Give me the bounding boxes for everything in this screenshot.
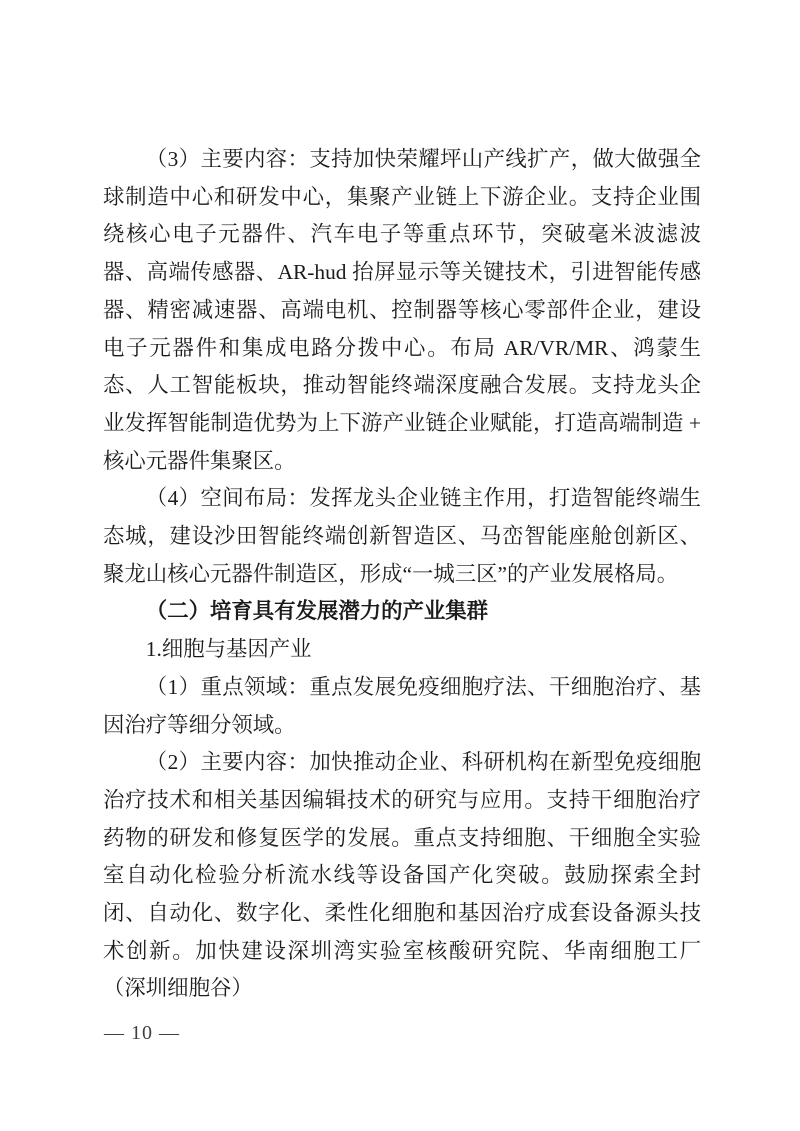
paragraph-4-spatial-layout: （4）空间布局：发挥龙头企业链主作用，打造智能终端生态城，建设沙田智能终端创新智造区、马峦智能座舱创新区、聚龙山核心元器件制造区，形成“一城三区”的产业发展格局。 <box>103 486 701 586</box>
document-body-text <box>103 141 701 1008</box>
paragraph-3-main-content: （3）主要内容：支持加快荣耀坪山产线扩产，做大做强全球制造中心和研发中心，集聚产业链上下游企业。支持企业围绕核心电子元器件、汽车电子等重点环节，突破毫米波滤波器、高端传感器、AR-hud 抬屏显示等关键技术，引进智能传感器、精密减速器、高端电机、控制器等核心零部件企业，建设电子元器件和集成电路分拨中心。布局 AR/VR/MR、鸿蒙生态、人工智能板块，推动智能终端深度融合发展。支持龙头企业发挥智能制造优势为上下游产业链企业赋能，打造高端制造 + 核心元器件集聚区。 <box>103 147 701 473</box>
paragraph-1-key-areas: （1）重点领域：重点发展免疫细胞疗法、干细胞治疗、基因治疗等细分领域。 <box>103 674 701 737</box>
paragraph-2-main-content: （2）主要内容：加快推动企业、科研机构在新型免疫细胞治疗技术和相关基因编辑技术的研究与应用。支持干细胞治疗药物的研发和修复医学的发展。重点支持细胞、干细胞全实验室自动化检验分析流水线等设备国产化突破。鼓励探索全封闭、自动化、数字化、柔性化细胞和基因治疗成套设备源头技术创新。加快建设深圳湾实验室核酸研究院、华南细胞工厂（深圳细胞谷） <box>103 750 701 1001</box>
page-number: — 10 — <box>104 1022 180 1044</box>
subheading-1-cell-and-gene-industry: 1.细胞与基因产业 <box>145 637 312 662</box>
section-heading-2-cultivate-potential-clusters: （二）培育具有发展潜力的产业集群 <box>145 599 489 624</box>
